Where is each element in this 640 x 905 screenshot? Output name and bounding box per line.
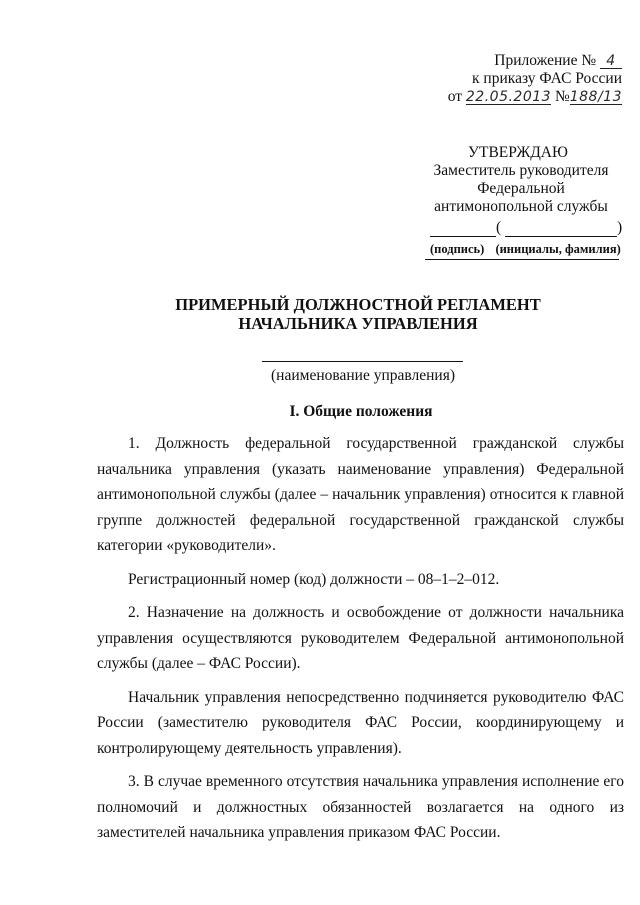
- document-title-line-1: ПРИМЕРНЫЙ ДОЛЖНОСТНОЙ РЕГЛАМЕНТ: [175, 295, 541, 314]
- appendix-order-number: 188/13: [569, 89, 622, 105]
- appendix-order-sign: №: [554, 88, 570, 105]
- section-title: I. Общие положения: [289, 403, 433, 420]
- appendix-date: 22.05.2013: [465, 89, 552, 105]
- appendix-label-line: [362, 52, 622, 70]
- signature-line: [408, 218, 634, 242]
- paragraph-3: 2. Назначение на должность и освобождение от должности начальника управления осуществляются руководителем Федеральной антимонопольной службы (далее – ФАС России).: [97, 604, 624, 672]
- signature-blank: [430, 222, 496, 237]
- document-body: [97, 431, 624, 854]
- department-caption: (наименование управления): [271, 367, 455, 384]
- paragraph-2: Регистрационный номер (код) должности – 08–1–2–012.: [128, 570, 500, 588]
- signature-captions: [430, 242, 634, 256]
- approval-line-2: Федеральной: [477, 180, 565, 197]
- approval-block: [408, 144, 634, 256]
- appendix-block: [362, 52, 622, 106]
- caption-name: (инициалы, фамилия): [495, 242, 621, 256]
- signature-paren-open: (: [496, 219, 502, 236]
- appendix-date-line: [362, 88, 622, 106]
- appendix-from: от: [447, 88, 463, 105]
- approval-title: УТВЕРЖДАЮ: [468, 144, 568, 161]
- caption-signature: (подпись): [430, 242, 485, 256]
- paragraph-1: 1. Должность федеральной государственной гражданской службы начальника управления (указать наименование управления) Федеральной антимонопольной службы (далее – начальник управления) относится к главной группе должностей федеральной государственной гражданской службы категории «руководители».: [97, 435, 624, 554]
- paragraph-4: Начальник управления непосредственно подчиняется руководителю ФАС России (заместителю руководителя ФАС России, координирующему и контролирующему деятельность управления).: [97, 688, 624, 757]
- document-title-line-2: НАЧАЛЬНИКА УПРАВЛЕНИЯ: [238, 314, 478, 333]
- approval-line-3: антимонопольной службы: [434, 198, 608, 215]
- appendix-number: 4: [600, 54, 622, 69]
- appendix-order-ref: к приказу ФАС России: [472, 70, 622, 87]
- approval-line-1: Заместитель руководителя: [433, 162, 609, 179]
- appendix-label: Приложение №: [494, 52, 597, 69]
- approval-date-line: [425, 259, 619, 260]
- name-blank: [505, 222, 617, 237]
- department-blank-line: [262, 361, 463, 362]
- paragraph-5: 3. В случае временного отсутствия начальника управления исполнение его полномочий и должностных обязанностей возлагается на одного из заместителей начальника управления приказом ФАС России.: [97, 773, 624, 841]
- signature-paren-close: ): [617, 219, 623, 236]
- document-title: [0, 295, 640, 333]
